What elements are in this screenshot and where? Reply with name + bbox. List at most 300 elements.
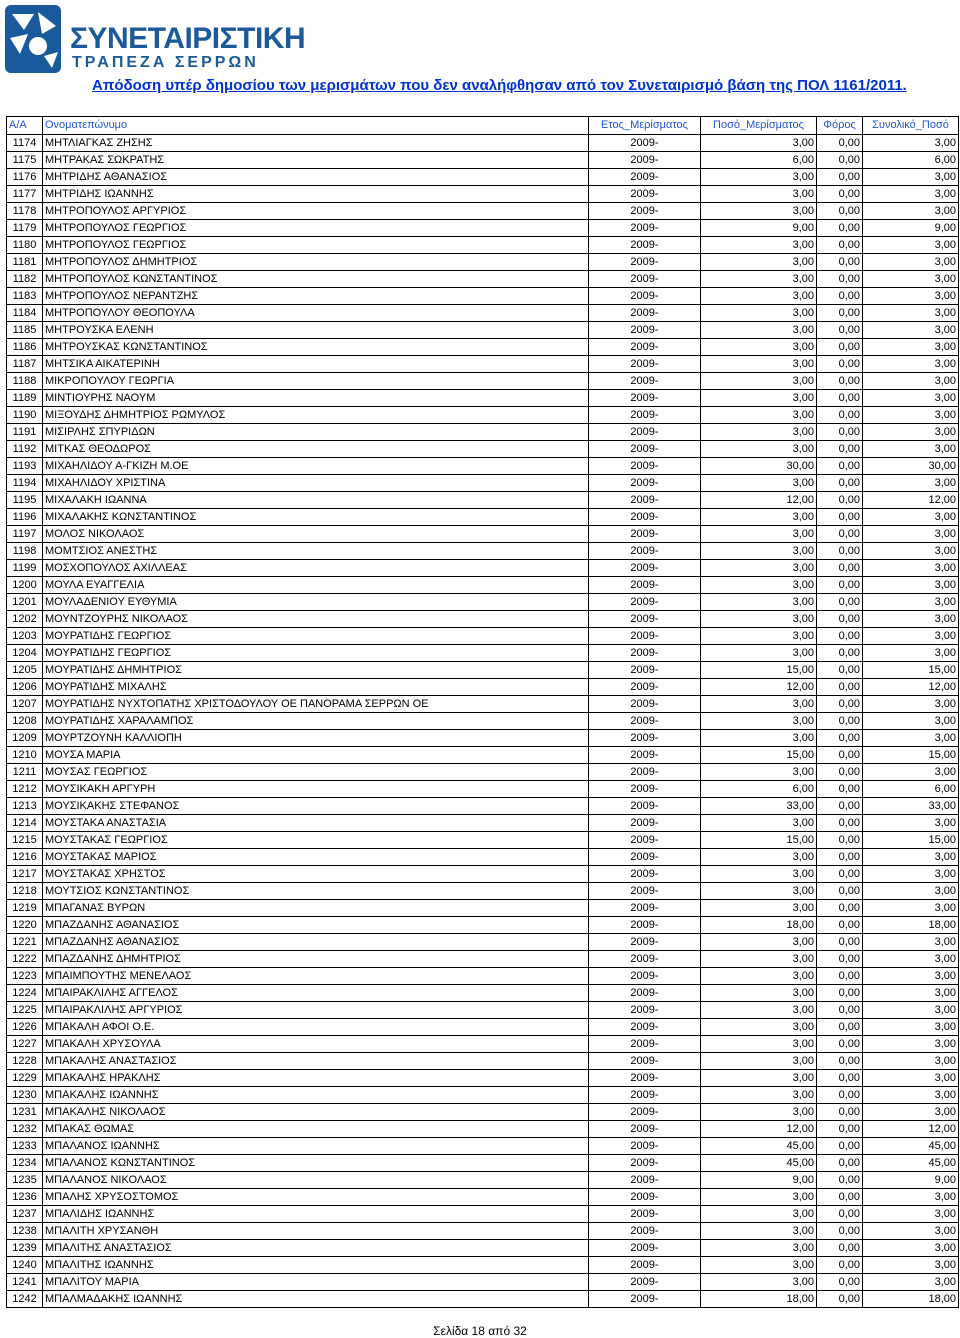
table-row (7, 900, 959, 917)
table-row (7, 186, 959, 203)
cell-year: 2009- (589, 254, 701, 271)
cell-total: 45,00 (863, 1155, 959, 1172)
cell-total: 3,00 (863, 1019, 959, 1036)
cell-year: 2009- (589, 390, 701, 407)
cell-tax: 0,00 (817, 407, 863, 424)
table-row (7, 849, 959, 866)
cell-tax: 0,00 (817, 1087, 863, 1104)
cell-tax: 0,00 (817, 1274, 863, 1291)
cell-amount: 3,00 (701, 1019, 817, 1036)
cell-total: 3,00 (863, 339, 959, 356)
cell-amount: 30,00 (701, 458, 817, 475)
cell-tax: 0,00 (817, 186, 863, 203)
cell-name: ΜΙΞΟΥΔΗΣ ΔΗΜΗΤΡΙΟΣ ΡΩΜΥΛΟΣ (43, 407, 589, 424)
table-row (7, 628, 959, 645)
cell-aa: 1184 (7, 305, 43, 322)
table-row (7, 373, 959, 390)
cell-amount: 3,00 (701, 764, 817, 781)
cell-amount: 3,00 (701, 203, 817, 220)
cell-year: 2009- (589, 322, 701, 339)
table-row (7, 730, 959, 747)
cell-aa: 1240 (7, 1257, 43, 1274)
cell-year: 2009- (589, 475, 701, 492)
cell-tax: 0,00 (817, 526, 863, 543)
cell-aa: 1238 (7, 1223, 43, 1240)
cell-name: ΜΗΤΡΟΠΟΥΛΟΣ ΔΗΜΗΤΡΙΟΣ (43, 254, 589, 271)
cell-name: ΜΟΥΡΑΤΙΔΗΣ ΧΑΡΑΛΑΜΠΟΣ (43, 713, 589, 730)
cell-amount: 15,00 (701, 747, 817, 764)
cell-aa: 1185 (7, 322, 43, 339)
cell-total: 3,00 (863, 560, 959, 577)
cell-aa: 1235 (7, 1172, 43, 1189)
cell-tax: 0,00 (817, 730, 863, 747)
cell-tax: 0,00 (817, 1155, 863, 1172)
cell-tax: 0,00 (817, 764, 863, 781)
cell-year: 2009- (589, 951, 701, 968)
cell-aa: 1201 (7, 594, 43, 611)
cell-year: 2009- (589, 169, 701, 186)
cell-aa: 1236 (7, 1189, 43, 1206)
cell-aa: 1213 (7, 798, 43, 815)
cell-aa: 1196 (7, 509, 43, 526)
cell-total: 3,00 (863, 390, 959, 407)
cell-amount: 12,00 (701, 1121, 817, 1138)
cell-amount: 3,00 (701, 526, 817, 543)
table-row (7, 441, 959, 458)
cell-amount: 3,00 (701, 373, 817, 390)
bank-name: ΣΥΝΕΤΑΙΡΙΣΤΙΚΗ (70, 22, 306, 55)
cell-year: 2009- (589, 186, 701, 203)
cell-aa: 1187 (7, 356, 43, 373)
cell-tax: 0,00 (817, 849, 863, 866)
cell-tax: 0,00 (817, 1036, 863, 1053)
cell-year: 2009- (589, 747, 701, 764)
cell-aa: 1221 (7, 934, 43, 951)
cell-aa: 1198 (7, 543, 43, 560)
cell-name: ΜΟΛΟΣ ΝΙΚΟΛΑΟΣ (43, 526, 589, 543)
cell-total: 3,00 (863, 900, 959, 917)
cell-amount: 15,00 (701, 832, 817, 849)
cell-total: 45,00 (863, 1138, 959, 1155)
cell-amount: 3,00 (701, 424, 817, 441)
cell-total: 12,00 (863, 1121, 959, 1138)
cell-year: 2009- (589, 764, 701, 781)
cell-total: 3,00 (863, 1053, 959, 1070)
cell-name: ΜΟΥΡΑΤΙΔΗΣ ΓΕΩΡΓΙΟΣ (43, 645, 589, 662)
cell-total: 33,00 (863, 798, 959, 815)
cell-amount: 3,00 (701, 1257, 817, 1274)
cell-year: 2009- (589, 441, 701, 458)
cell-name: ΜΠΑΛΑΝΟΣ ΚΩΝΣΤΑΝΤΙΝΟΣ (43, 1155, 589, 1172)
cell-total: 3,00 (863, 951, 959, 968)
column-header-tax: Φόρος (817, 117, 863, 135)
page-number: Σελίδα 18 από 32 (433, 1324, 527, 1338)
cell-name: ΜΙΝΤΙΟΥΡΗΣ ΝΑΟΥΜ (43, 390, 589, 407)
cell-year: 2009- (589, 815, 701, 832)
cell-name: ΜΟΥΝΤΖΟΥΡΗΣ ΝΙΚΟΛΑΟΣ (43, 611, 589, 628)
cell-year: 2009- (589, 339, 701, 356)
cell-total: 3,00 (863, 526, 959, 543)
table-row (7, 883, 959, 900)
column-header-total: Συνολικό_Ποσό (863, 117, 959, 135)
table-row (7, 237, 959, 254)
cell-tax: 0,00 (817, 152, 863, 169)
column-header-year: Ετος_Μερίσματος (589, 117, 701, 135)
cell-name: ΜΠΑΛΙΤΗ ΧΡΥΣΑΝΘΗ (43, 1223, 589, 1240)
cell-aa: 1214 (7, 815, 43, 832)
cell-tax: 0,00 (817, 883, 863, 900)
cell-aa: 1224 (7, 985, 43, 1002)
cell-tax: 0,00 (817, 1121, 863, 1138)
cell-name: ΜΗΤΡΙΔΗΣ ΙΩΑΝΝΗΣ (43, 186, 589, 203)
table-row (7, 152, 959, 169)
cell-name: ΜΟΥΣΤΑΚΑΣ ΧΡΗΣΤΟΣ (43, 866, 589, 883)
cell-tax: 0,00 (817, 696, 863, 713)
cell-name: ΜΠΑΖΔΑΝΗΣ ΔΗΜΗΤΡΙΟΣ (43, 951, 589, 968)
cell-tax: 0,00 (817, 781, 863, 798)
table-row (7, 985, 959, 1002)
cell-total: 12,00 (863, 492, 959, 509)
cell-amount: 6,00 (701, 152, 817, 169)
cell-tax: 0,00 (817, 934, 863, 951)
cell-amount: 3,00 (701, 356, 817, 373)
cell-tax: 0,00 (817, 509, 863, 526)
table-row (7, 594, 959, 611)
cell-tax: 0,00 (817, 662, 863, 679)
cell-name: ΜΠΑΙΡΑΚΛΙΛΗΣ ΑΓΓΕΛΟΣ (43, 985, 589, 1002)
cell-tax: 0,00 (817, 1240, 863, 1257)
table-row (7, 390, 959, 407)
cell-year: 2009- (589, 509, 701, 526)
cell-year: 2009- (589, 560, 701, 577)
cell-total: 3,00 (863, 1087, 959, 1104)
table-row (7, 458, 959, 475)
cell-total: 3,00 (863, 1189, 959, 1206)
cell-name: ΜΟΥΛΑ ΕΥΑΓΓΕΛΙΑ (43, 577, 589, 594)
table-row (7, 1206, 959, 1223)
cell-total: 3,00 (863, 611, 959, 628)
cell-aa: 1209 (7, 730, 43, 747)
cell-aa: 1210 (7, 747, 43, 764)
cell-name: ΜΟΣΧΟΠΟΥΛΟΣ ΑΧΙΛΛΕΑΣ (43, 560, 589, 577)
cell-amount: 3,00 (701, 934, 817, 951)
cell-aa: 1212 (7, 781, 43, 798)
cell-name: ΜΟΥΤΣΙΟΣ ΚΩΝΣΤΑΝΤΙΝΟΣ (43, 883, 589, 900)
table-row (7, 339, 959, 356)
cell-amount: 6,00 (701, 781, 817, 798)
cell-year: 2009- (589, 1172, 701, 1189)
cell-year: 2009- (589, 917, 701, 934)
cell-year: 2009- (589, 611, 701, 628)
cell-name: ΜΗΤΡΟΠΟΥΛΟΣ ΑΡΓΥΡΙΟΣ (43, 203, 589, 220)
cell-aa: 1231 (7, 1104, 43, 1121)
cell-aa: 1223 (7, 968, 43, 985)
cell-tax: 0,00 (817, 458, 863, 475)
cell-amount: 3,00 (701, 339, 817, 356)
cell-year: 2009- (589, 1291, 701, 1308)
cell-total: 3,00 (863, 866, 959, 883)
cell-total: 12,00 (863, 679, 959, 696)
cell-tax: 0,00 (817, 866, 863, 883)
cell-name: ΜΗΤΡΟΠΟΥΛΟΣ ΓΕΩΡΓΙΟΣ (43, 220, 589, 237)
cell-year: 2009- (589, 866, 701, 883)
table-row (7, 1291, 959, 1308)
cell-total: 3,00 (863, 169, 959, 186)
cell-amount: 9,00 (701, 1172, 817, 1189)
cell-total: 15,00 (863, 832, 959, 849)
cell-total: 3,00 (863, 1104, 959, 1121)
cell-name: ΜΙΚΡΟΠΟΥΛΟΥ ΓΕΩΡΓΙΑ (43, 373, 589, 390)
cell-amount: 18,00 (701, 1291, 817, 1308)
cell-total: 3,00 (863, 271, 959, 288)
cell-year: 2009- (589, 883, 701, 900)
cell-tax: 0,00 (817, 560, 863, 577)
table-row (7, 1087, 959, 1104)
table-row (7, 322, 959, 339)
table-row (7, 1240, 959, 1257)
cell-tax: 0,00 (817, 611, 863, 628)
cell-total: 3,00 (863, 934, 959, 951)
cell-tax: 0,00 (817, 492, 863, 509)
cell-aa: 1193 (7, 458, 43, 475)
cell-amount: 3,00 (701, 866, 817, 883)
cell-amount: 3,00 (701, 305, 817, 322)
cell-year: 2009- (589, 356, 701, 373)
cell-name: ΜΙΣΙΡΛΗΣ ΣΠΥΡΙΔΩΝ (43, 424, 589, 441)
cell-aa: 1180 (7, 237, 43, 254)
cell-name: ΜΗΤΣΙΚΑ ΑΙΚΑΤΕΡΙΝΗ (43, 356, 589, 373)
cell-name: ΜΠΑΛΙΤΗΣ ΙΩΑΝΝΗΣ (43, 1257, 589, 1274)
cell-total: 3,00 (863, 1240, 959, 1257)
table-row (7, 798, 959, 815)
table-row (7, 832, 959, 849)
cell-aa: 1183 (7, 288, 43, 305)
cell-amount: 3,00 (701, 254, 817, 271)
cell-tax: 0,00 (817, 373, 863, 390)
cell-total: 3,00 (863, 628, 959, 645)
cell-total: 3,00 (863, 475, 959, 492)
cell-tax: 0,00 (817, 271, 863, 288)
cell-year: 2009- (589, 203, 701, 220)
cell-tax: 0,00 (817, 628, 863, 645)
cell-aa: 1202 (7, 611, 43, 628)
cell-name: ΜΠΑΖΔΑΝΗΣ ΑΘΑΝΑΣΙΟΣ (43, 934, 589, 951)
cell-total: 3,00 (863, 424, 959, 441)
cell-year: 2009- (589, 135, 701, 152)
cell-amount: 3,00 (701, 1240, 817, 1257)
cell-aa: 1195 (7, 492, 43, 509)
cell-name: ΜΠΑΛΗΣ ΧΡΥΣΟΣΤΟΜΟΣ (43, 1189, 589, 1206)
cell-name: ΜΗΤΡΟΥΣΚΑ ΕΛΕΝΗ (43, 322, 589, 339)
cell-aa: 1211 (7, 764, 43, 781)
cell-year: 2009- (589, 288, 701, 305)
cell-amount: 18,00 (701, 917, 817, 934)
cell-year: 2009- (589, 543, 701, 560)
cell-tax: 0,00 (817, 1104, 863, 1121)
cell-total: 18,00 (863, 1291, 959, 1308)
cell-name: ΜΟΥΣΑ ΜΑΡΙΑ (43, 747, 589, 764)
cell-year: 2009- (589, 407, 701, 424)
cell-name: ΜΗΤΡΟΠΟΥΛΟΣ ΚΩΝΣΤΑΝΤΙΝΟΣ (43, 271, 589, 288)
cell-name: ΜΙΧΑΗΛΙΔΟΥ Α-ΓΚΙΖΗ Μ.ΟΕ (43, 458, 589, 475)
cell-amount: 3,00 (701, 1070, 817, 1087)
cell-aa: 1178 (7, 203, 43, 220)
cell-total: 3,00 (863, 237, 959, 254)
table-row (7, 475, 959, 492)
cell-name: ΜΠΑΚΑΣ ΘΩΜΑΣ (43, 1121, 589, 1138)
cell-total: 6,00 (863, 152, 959, 169)
cell-year: 2009- (589, 1087, 701, 1104)
cell-year: 2009- (589, 628, 701, 645)
cell-year: 2009- (589, 1257, 701, 1274)
table-row (7, 135, 959, 152)
cell-total: 6,00 (863, 781, 959, 798)
table-row (7, 1019, 959, 1036)
cell-year: 2009- (589, 373, 701, 390)
cell-tax: 0,00 (817, 577, 863, 594)
table-row (7, 747, 959, 764)
cell-aa: 1208 (7, 713, 43, 730)
cell-aa: 1188 (7, 373, 43, 390)
cell-tax: 0,00 (817, 968, 863, 985)
cell-name: ΜΟΥΣΙΚΑΚΗΣ ΣΤΕΦΑΝΟΣ (43, 798, 589, 815)
table-row (7, 560, 959, 577)
cell-total: 3,00 (863, 764, 959, 781)
cell-amount: 3,00 (701, 849, 817, 866)
cell-amount: 3,00 (701, 169, 817, 186)
table-row (7, 1070, 959, 1087)
cell-name: ΜΟΥΡΑΤΙΔΗΣ ΜΙΧΑΛΗΣ (43, 679, 589, 696)
cell-name: ΜΗΤΡΟΥΣΚΑΣ ΚΩΝΣΤΑΝΤΙΝΟΣ (43, 339, 589, 356)
table-row (7, 679, 959, 696)
cell-name: ΜΠΑΛΙΤΗΣ ΑΝΑΣΤΑΣΙΟΣ (43, 1240, 589, 1257)
cell-amount: 3,00 (701, 951, 817, 968)
table-row (7, 492, 959, 509)
cell-name: ΜΠΑΖΔΑΝΗΣ ΑΘΑΝΑΣΙΟΣ (43, 917, 589, 934)
cell-name: ΜΗΤΛΙΑΓΚΑΣ ΖΗΣΗΣ (43, 135, 589, 152)
cell-aa: 1241 (7, 1274, 43, 1291)
cell-year: 2009- (589, 798, 701, 815)
cell-year: 2009- (589, 1138, 701, 1155)
cell-year: 2009- (589, 526, 701, 543)
table-row (7, 1138, 959, 1155)
cell-year: 2009- (589, 220, 701, 237)
bank-subtitle: ΤΡΑΠΕΖΑ ΣΕΡΡΩΝ (72, 54, 259, 71)
cell-aa: 1205 (7, 662, 43, 679)
cell-tax: 0,00 (817, 1053, 863, 1070)
cell-name: ΜΟΥΣΑΣ ΓΕΩΡΓΙΟΣ (43, 764, 589, 781)
cell-aa: 1216 (7, 849, 43, 866)
table-row (7, 815, 959, 832)
cell-aa: 1192 (7, 441, 43, 458)
cell-name: ΜΙΧΑΛΑΚΗ ΙΩΑΝΝΑ (43, 492, 589, 509)
cell-name: ΜΟΥΛΑΔΕΝΙΟΥ ΕΥΘΥΜΙΑ (43, 594, 589, 611)
cell-aa: 1222 (7, 951, 43, 968)
cell-aa: 1186 (7, 339, 43, 356)
cell-tax: 0,00 (817, 594, 863, 611)
cell-tax: 0,00 (817, 679, 863, 696)
cell-tax: 0,00 (817, 220, 863, 237)
cell-tax: 0,00 (817, 254, 863, 271)
cell-year: 2009- (589, 1240, 701, 1257)
cell-total: 3,00 (863, 1036, 959, 1053)
cell-aa: 1207 (7, 696, 43, 713)
cell-amount: 3,00 (701, 883, 817, 900)
cell-name: ΜΟΥΡΑΤΙΔΗΣ ΓΕΩΡΓΙΟΣ (43, 628, 589, 645)
cell-aa: 1191 (7, 424, 43, 441)
table-row (7, 611, 959, 628)
cell-year: 2009- (589, 968, 701, 985)
cell-year: 2009- (589, 662, 701, 679)
cell-aa: 1229 (7, 1070, 43, 1087)
cell-year: 2009- (589, 1002, 701, 1019)
cell-tax: 0,00 (817, 1189, 863, 1206)
cell-aa: 1194 (7, 475, 43, 492)
table-row (7, 526, 959, 543)
table-row (7, 424, 959, 441)
cell-year: 2009- (589, 594, 701, 611)
cell-year: 2009- (589, 271, 701, 288)
table-row (7, 543, 959, 560)
cell-name: ΜΠΑΛΑΝΟΣ ΙΩΑΝΝΗΣ (43, 1138, 589, 1155)
cell-name: ΜΟΥΣΤΑΚΑ ΑΝΑΣΤΑΣΙΑ (43, 815, 589, 832)
cell-aa: 1217 (7, 866, 43, 883)
table-row (7, 1257, 959, 1274)
cell-total: 3,00 (863, 985, 959, 1002)
cell-year: 2009- (589, 1053, 701, 1070)
cell-total: 3,00 (863, 1223, 959, 1240)
cell-amount: 3,00 (701, 543, 817, 560)
table-row (7, 1053, 959, 1070)
cell-year: 2009- (589, 1121, 701, 1138)
table-row (7, 288, 959, 305)
cell-aa: 1218 (7, 883, 43, 900)
cell-year: 2009- (589, 1223, 701, 1240)
cell-total: 3,00 (863, 254, 959, 271)
bank-logo-icon (4, 4, 62, 74)
cell-year: 2009- (589, 1206, 701, 1223)
cell-name: ΜΠΑΙΡΑΚΛΙΛΗΣ ΑΡΓΥΡΙΟΣ (43, 1002, 589, 1019)
cell-name: ΜΙΧΑΗΛΙΔΟΥ ΧΡΙΣΤΙΝΑ (43, 475, 589, 492)
cell-aa: 1242 (7, 1291, 43, 1308)
cell-year: 2009- (589, 152, 701, 169)
cell-name: ΜΙΤΚΑΣ ΘΕΟΔΩΡΟΣ (43, 441, 589, 458)
cell-amount: 3,00 (701, 288, 817, 305)
cell-name: ΜΠΑΚΑΛΗΣ ΝΙΚΟΛΑΟΣ (43, 1104, 589, 1121)
cell-year: 2009- (589, 1019, 701, 1036)
table-row (7, 968, 959, 985)
cell-year: 2009- (589, 645, 701, 662)
cell-name: ΜΠΑΚΑΛΗ ΑΦΟΙ Ο.Ε. (43, 1019, 589, 1036)
cell-tax: 0,00 (817, 747, 863, 764)
cell-aa: 1227 (7, 1036, 43, 1053)
cell-aa: 1230 (7, 1087, 43, 1104)
cell-total: 3,00 (863, 373, 959, 390)
cell-year: 2009- (589, 900, 701, 917)
table-row (7, 866, 959, 883)
table-row (7, 1104, 959, 1121)
cell-name: ΜΟΜΤΣΙΟΣ ΑΝΕΣΤΗΣ (43, 543, 589, 560)
cell-amount: 3,00 (701, 985, 817, 1002)
cell-name: ΜΗΤΡΑΚΑΣ ΣΩΚΡΑΤΗΣ (43, 152, 589, 169)
cell-total: 3,00 (863, 1257, 959, 1274)
cell-name: ΜΠΑΚΑΛΗΣ ΙΩΑΝΝΗΣ (43, 1087, 589, 1104)
cell-amount: 3,00 (701, 968, 817, 985)
cell-amount: 15,00 (701, 662, 817, 679)
cell-tax: 0,00 (817, 135, 863, 152)
table-row (7, 1002, 959, 1019)
cell-total: 3,00 (863, 1002, 959, 1019)
